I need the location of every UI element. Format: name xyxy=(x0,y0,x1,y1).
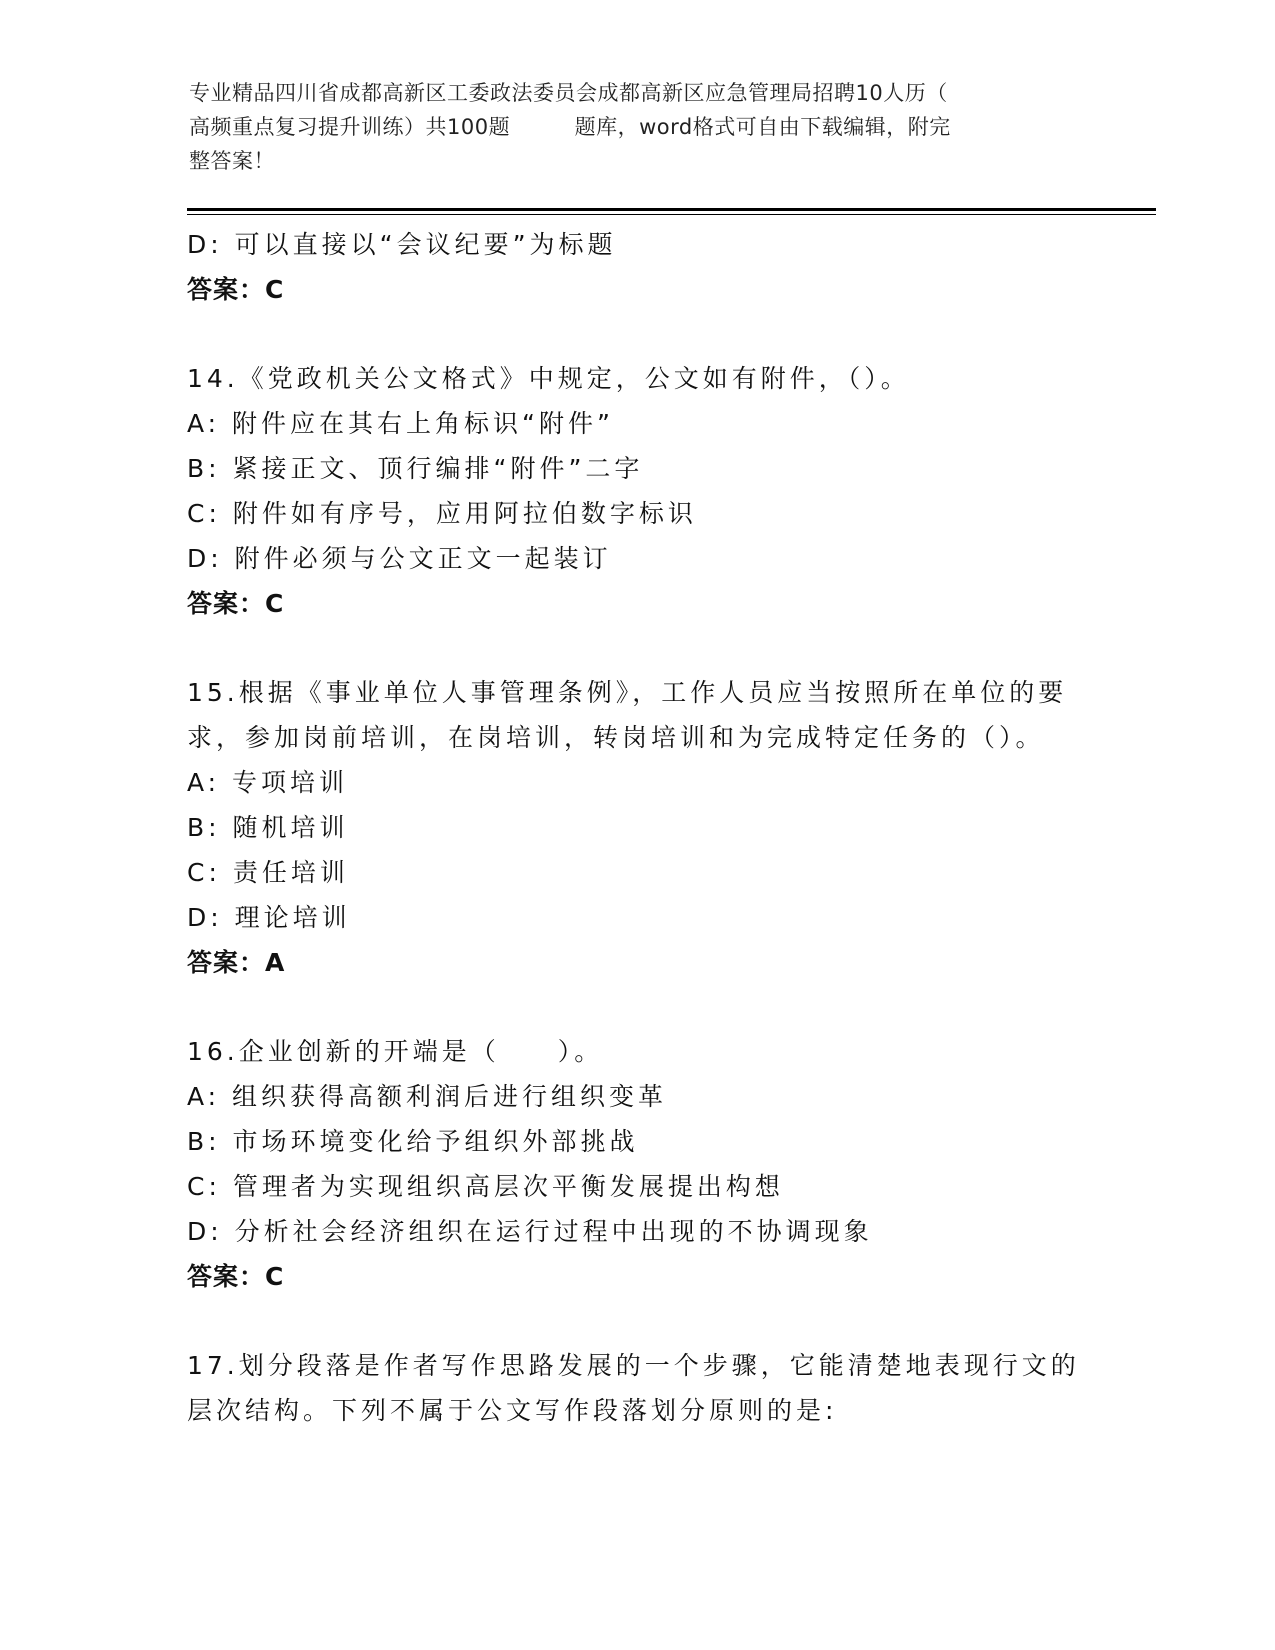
question-block xyxy=(187,670,1087,985)
spacer xyxy=(187,1299,1087,1343)
spacer xyxy=(187,985,1087,1029)
question-stem: 17.划分段落是作者写作思路发展的一个步骤，它能清楚地表现行文的 xyxy=(187,1351,1080,1380)
header-divider-thin xyxy=(187,214,1156,215)
question-block xyxy=(187,356,1087,626)
option-line: D: 分析社会经济组织在运行过程中出现的不协调现象 xyxy=(187,1217,873,1246)
question-stem: 14.《党政机关公文格式》中规定，公文如有附件，（）。 xyxy=(187,364,910,393)
answer-line: 答案：C xyxy=(187,275,285,304)
header-divider-thick xyxy=(187,208,1156,211)
option-line: C: 管理者为实现组织高层次平衡发展提出构想 xyxy=(187,1172,784,1201)
option-line: D: 理论培训 xyxy=(187,903,351,932)
option-line: A: 专项培训 xyxy=(187,768,349,797)
question-stem: 求，参加岗前培训，在岗培训，转岗培训和为完成特定任务的（）。 xyxy=(187,723,1045,752)
question-list xyxy=(187,222,1087,1433)
document-header xyxy=(189,76,1069,178)
option-line: C: 责任培训 xyxy=(187,858,349,887)
header-line: 高频重点复习提升训练）共100题 题库，word格式可自由下载编辑，附完 xyxy=(189,115,951,139)
header-line: 专业精品四川省成都高新区工委政法委员会成都高新区应急管理局招聘10人历（ xyxy=(189,81,948,105)
question-block xyxy=(187,1343,1087,1433)
option-line: D: 附件必须与公文正文一起装订 xyxy=(187,544,612,573)
option-line: B: 紧接正文、顶行编排“附件”二字 xyxy=(187,454,644,483)
answer-line: 答案：C xyxy=(187,1262,285,1291)
option-line: A: 附件应在其右上角标识“附件” xyxy=(187,409,614,438)
answer-line: 答案：C xyxy=(187,589,285,618)
spacer xyxy=(187,626,1087,670)
answer-line: 答案：A xyxy=(187,948,286,977)
option-line: B: 随机培训 xyxy=(187,813,349,842)
header-line: 整答案！ xyxy=(189,149,275,173)
question-stem: 层次结构。下列不属于公文写作段落划分原则的是: xyxy=(187,1396,838,1425)
option-line: D: 可以直接以“会议纪要”为标题 xyxy=(187,230,617,259)
spacer xyxy=(187,312,1087,356)
question-block xyxy=(187,222,1087,312)
option-line: B: 市场环境变化给予组织外部挑战 xyxy=(187,1127,639,1156)
question-stem: 16.企业创新的开端是（ ）。 xyxy=(187,1037,604,1066)
option-line: A: 组织获得高额利润后进行组织变革 xyxy=(187,1082,668,1111)
option-line: C: 附件如有序号，应用阿拉伯数字标识 xyxy=(187,499,697,528)
question-stem: 15.根据《事业单位人事管理条例》，工作人员应当按照所在单位的要 xyxy=(187,678,1068,707)
question-block xyxy=(187,1029,1087,1299)
